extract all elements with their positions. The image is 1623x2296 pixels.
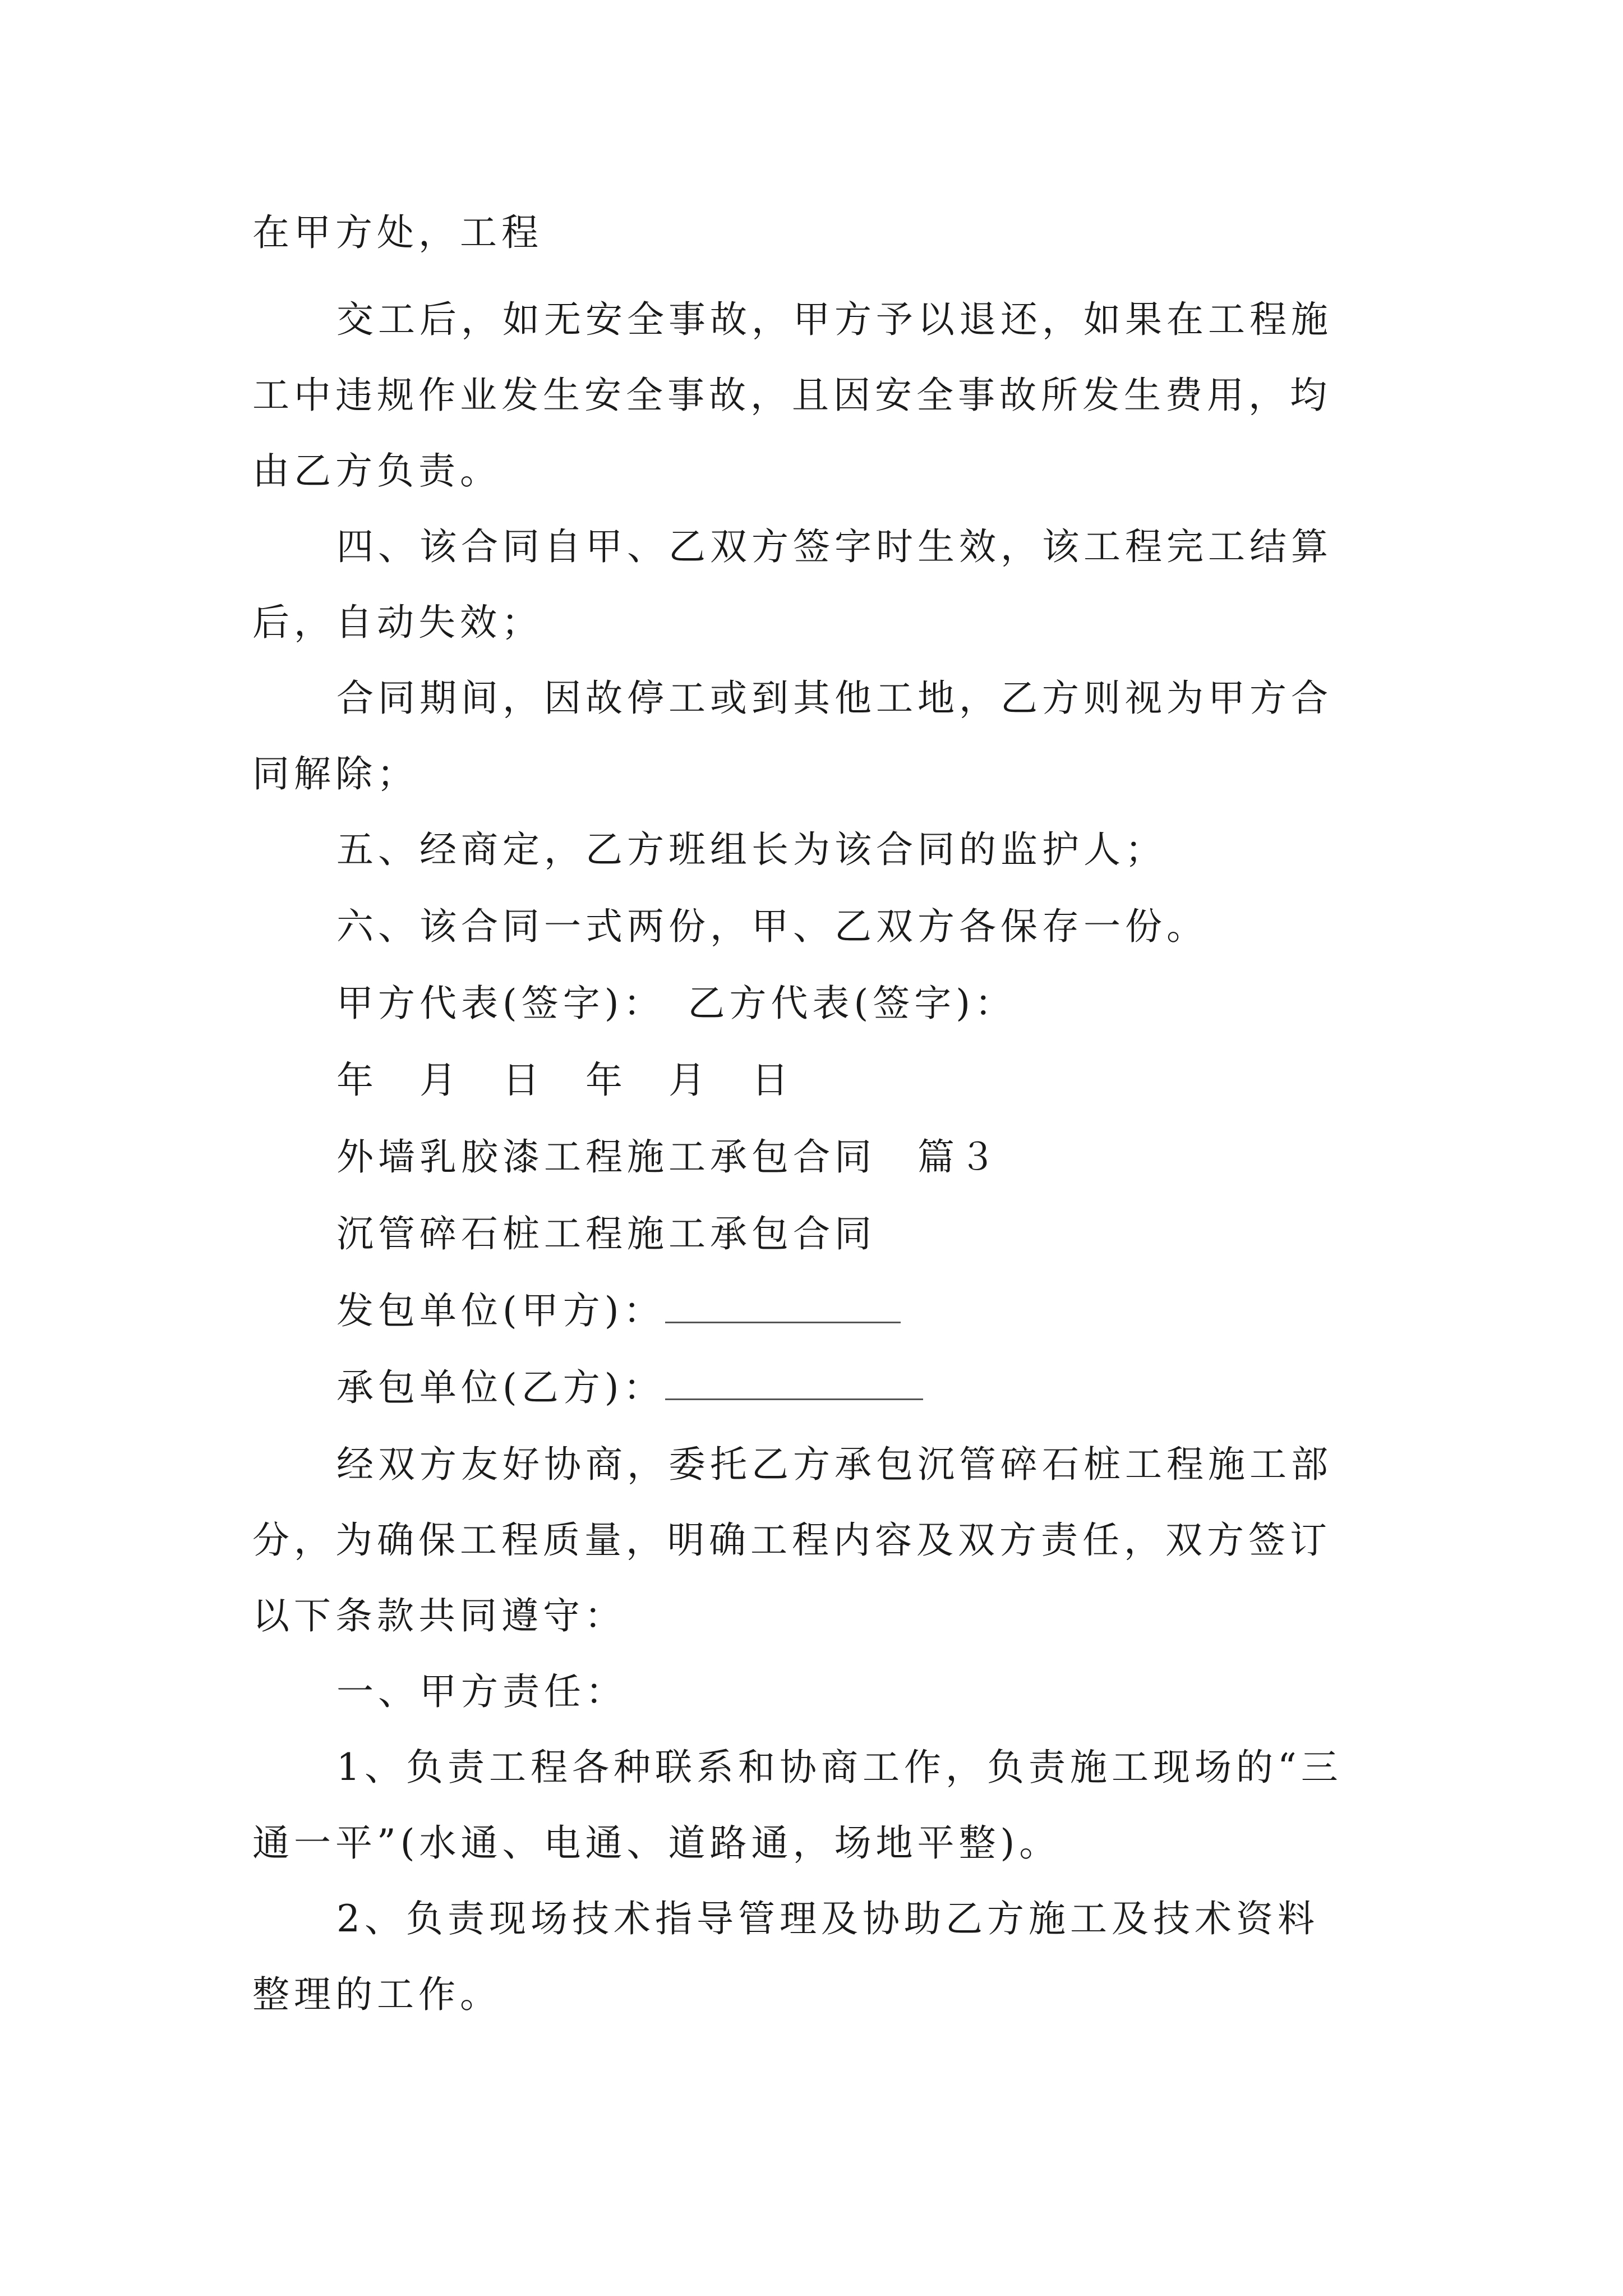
text-line: 经双方友好协商，委托乙方承包沉管碎石桩工程施工部 bbox=[336, 1443, 1332, 1486]
section-heading: 外墙乳胶漆工程施工承包合同 篇３ bbox=[336, 1135, 1000, 1179]
text-line: 整理的工作。 bbox=[252, 1973, 501, 2016]
contractor-blank bbox=[665, 1370, 923, 1400]
text-line: 2、负责现场技术指导管理及协助乙方施工及技术资料 bbox=[336, 1897, 1319, 1940]
text-line: 一、甲方责任： bbox=[336, 1670, 627, 1713]
employer-field bbox=[252, 1291, 901, 1331]
text-line: 六、该合同一式两份，甲、乙双方各保存一份。 bbox=[336, 905, 1208, 948]
text-line: 1、负责工程各种联系和协商工作，负责施工现场的“三 bbox=[336, 1746, 1343, 1789]
text-line: 后，自动失效； bbox=[252, 601, 543, 644]
text-line: 分，为确保工程质量，明确工程内容及双方责任，双方签订 bbox=[252, 1519, 1331, 1562]
text-line: 同解除； bbox=[252, 752, 418, 795]
text-line: 四、该合同自甲、乙双方签字时生效，该工程完工结算 bbox=[336, 525, 1332, 568]
employer-label: 发包单位(甲方)： bbox=[336, 1289, 665, 1332]
text-line: 通一平”(水通、电通、道路通，场地平整)。 bbox=[252, 1821, 1061, 1865]
text-line: 在甲方处，工程 bbox=[252, 211, 543, 254]
contract-title: 沉管碎石桩工程施工承包合同 bbox=[336, 1212, 876, 1255]
text-line: 以下条款共同遵守： bbox=[252, 1594, 626, 1637]
text-line: 交工后，如无安全事故，甲方予以退还，如果在工程施 bbox=[336, 298, 1332, 341]
text-line: 由乙方负责。 bbox=[252, 449, 501, 493]
signature-line: 甲方代表(签字)： 乙方代表(签字)： bbox=[336, 982, 1016, 1025]
employer-blank bbox=[665, 1294, 901, 1323]
contractor-field bbox=[252, 1368, 923, 1407]
contractor-label: 承包单位(乙方)： bbox=[336, 1366, 665, 1409]
text-line: 工中违规作业发生安全事故，且因安全事故所发生费用，均 bbox=[252, 374, 1331, 417]
text-line: 合同期间，因故停工或到其他工地，乙方则视为甲方合 bbox=[336, 677, 1332, 720]
text-line: 五、经商定，乙方班组长为该合同的监护人； bbox=[336, 828, 1166, 871]
date-line: 年 月 日 年 月 日 bbox=[336, 1059, 793, 1102]
